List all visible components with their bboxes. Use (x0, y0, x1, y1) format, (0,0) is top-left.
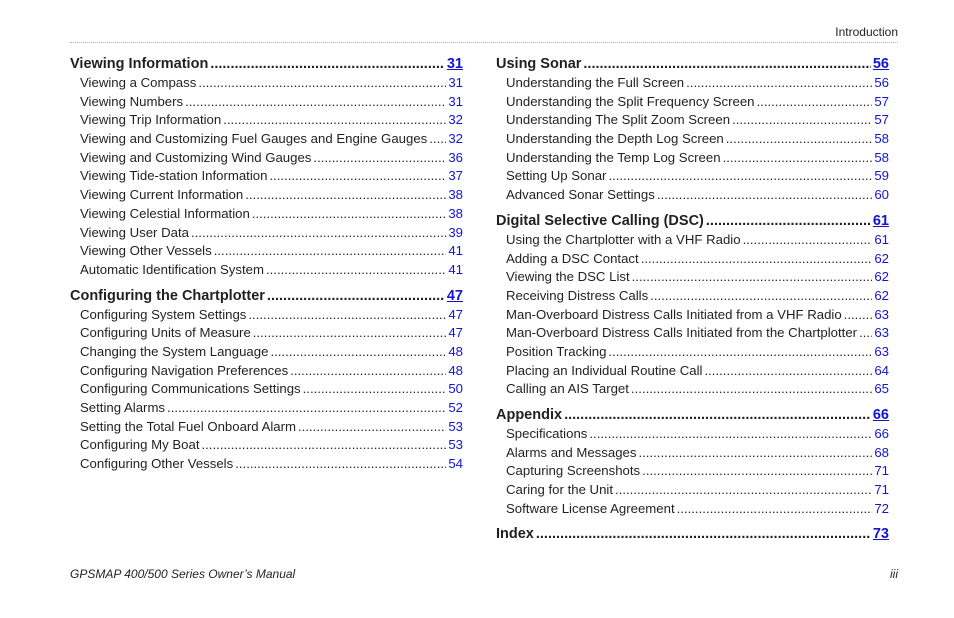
toc-entry-page-link[interactable]: 53 (448, 437, 463, 453)
dot-leader (608, 343, 872, 362)
dot-leader (210, 54, 445, 74)
toc-entry-title: Viewing and Customizing Fuel Gauges and Engine Gauges (80, 131, 428, 147)
toc-entry-title: Automatic Identification System (80, 261, 264, 277)
toc-entry[interactable] (496, 231, 889, 250)
toc-entry-page-link[interactable]: 36 (448, 149, 463, 165)
dot-leader (536, 524, 871, 544)
toc-entry-page-link[interactable]: 58 (874, 131, 889, 147)
toc-entry[interactable] (70, 306, 463, 325)
toc-entry-page-link[interactable]: 65 (874, 381, 889, 397)
dot-leader (267, 286, 445, 306)
toc-section-heading-title: Viewing Information (70, 56, 209, 72)
toc-entry-page-link[interactable]: 38 (448, 187, 463, 203)
toc-entry-title: Using the Chartplotter with a VHF Radio (506, 231, 741, 247)
toc-entry-title: Setting Up Sonar (506, 168, 607, 184)
toc-section-heading-page-link[interactable]: 56 (872, 56, 889, 72)
dot-leader (269, 167, 446, 186)
toc-entry-title: Placing an Individual Routine Call (506, 362, 703, 378)
dot-leader (253, 324, 447, 343)
dot-leader (743, 231, 873, 250)
dot-leader (608, 167, 872, 186)
toc-entry-page-link[interactable]: 41 (448, 261, 463, 277)
toc-entry-title: Position Tracking (506, 343, 607, 359)
toc-entry-title: Caring for the Unit (506, 482, 614, 498)
toc-entry[interactable] (496, 324, 889, 343)
toc-entry-page-link[interactable]: 57 (874, 112, 889, 128)
toc-entry-page-link[interactable]: 56 (874, 75, 889, 90)
toc-entry-title: Software License Agreement (506, 500, 675, 516)
toc-entry[interactable] (496, 287, 889, 306)
toc-section-heading-title: Index (496, 526, 534, 543)
toc-entry-title: Viewing Other Vessels (80, 243, 212, 259)
toc-entry[interactable] (496, 425, 889, 444)
dot-leader (167, 399, 446, 418)
toc-entry-page-link[interactable]: 60 (874, 187, 889, 203)
toc-section-heading-title: Appendix (496, 407, 563, 423)
dot-leader (706, 211, 871, 231)
toc-section (496, 524, 889, 544)
toc-entry-page-link[interactable]: 68 (874, 444, 889, 460)
toc-entry-title: Configuring Navigation Preferences (80, 362, 289, 378)
dot-leader (704, 362, 872, 381)
toc-entry-title: Configuring Units of Measure (80, 325, 251, 341)
header-divider (70, 42, 898, 43)
toc-entry[interactable] (70, 436, 463, 455)
dot-leader (248, 306, 446, 325)
dot-leader (677, 500, 873, 519)
toc-entry-page-link[interactable]: 39 (448, 224, 463, 240)
toc-entry-page-link[interactable]: 64 (874, 362, 889, 378)
toc-entry[interactable] (70, 130, 463, 149)
footer-page-number: iii (890, 567, 898, 581)
toc-entry[interactable] (70, 399, 463, 418)
toc-entry[interactable] (496, 268, 889, 287)
toc-entry[interactable] (70, 111, 463, 130)
toc-section-heading-page-link[interactable]: 66 (872, 407, 889, 423)
toc-entry-title: Viewing Tide-station Information (80, 168, 268, 184)
toc-entry[interactable] (70, 93, 463, 112)
toc-section (70, 286, 463, 474)
dot-leader (201, 436, 446, 455)
toc-entry[interactable] (496, 500, 889, 519)
toc-entry[interactable] (496, 186, 889, 205)
toc-entry-page-link[interactable]: 62 (874, 250, 889, 266)
toc-entry-title: Understanding the Depth Log Screen (506, 131, 724, 147)
toc-entry[interactable] (70, 224, 463, 243)
toc-section-heading[interactable] (496, 211, 889, 231)
toc-entry-title: Man-Overboard Distress Calls Initiated from the Chartplotter (506, 325, 858, 341)
dot-leader (429, 130, 446, 149)
toc-entry[interactable] (70, 380, 463, 399)
page-header-label: Introduction (835, 25, 898, 39)
toc-entry[interactable] (496, 462, 889, 481)
toc-entry-title: Viewing the DSC List (506, 269, 630, 285)
dot-leader (245, 186, 446, 205)
toc-right-column (496, 54, 889, 550)
dot-leader (298, 418, 446, 437)
toc-entry-title: Changing the System Language (80, 343, 269, 359)
toc-entry-title: Understanding the Temp Log Screen (506, 149, 721, 165)
toc-section (496, 54, 889, 205)
dot-leader (732, 111, 872, 130)
toc-entry-title: Viewing a Compass (80, 75, 197, 90)
dot-leader (686, 74, 872, 93)
toc-entry-page-link[interactable]: 61 (874, 231, 889, 247)
toc-entry-page-link[interactable]: 57 (874, 93, 889, 109)
toc-entry-page-link[interactable]: 48 (448, 362, 463, 378)
toc-entry[interactable] (496, 93, 889, 112)
toc-entry-page-link[interactable]: 47 (448, 306, 463, 322)
dot-leader (844, 306, 873, 325)
toc-entry[interactable] (496, 250, 889, 269)
toc-section-heading-title: Using Sonar (496, 56, 582, 72)
toc-left-column (70, 54, 463, 480)
toc-entry-page-link[interactable]: 63 (874, 306, 889, 322)
dot-leader (252, 205, 447, 224)
toc-entry[interactable] (70, 149, 463, 168)
toc-entry-title: Calling an AIS Target (506, 381, 629, 397)
toc-entry-title: Understanding the Full Screen (506, 75, 685, 90)
toc-entry-page-link[interactable]: 38 (448, 205, 463, 221)
toc-entry-page-link[interactable]: 32 (448, 131, 463, 147)
dot-leader (290, 362, 446, 381)
dot-leader (632, 268, 873, 287)
toc-entry[interactable] (70, 167, 463, 186)
toc-entry-title: Understanding the Split Frequency Screen (506, 93, 755, 109)
toc-section-heading-page-link[interactable]: 73 (872, 526, 889, 543)
toc-entry-title: Viewing Trip Information (80, 112, 222, 128)
toc-entry[interactable] (70, 205, 463, 224)
dot-leader (615, 481, 872, 500)
dot-leader (313, 149, 446, 168)
dot-leader (757, 93, 873, 112)
toc-entry-title: Understanding The Split Zoom Screen (506, 112, 731, 128)
toc-entry-title: Viewing Current Information (80, 187, 244, 203)
toc-entry[interactable] (70, 324, 463, 343)
toc-entry[interactable] (70, 74, 463, 93)
toc-entry-title: Man-Overboard Distress Calls Initiated from a VHF Radio (506, 306, 842, 322)
dot-leader (657, 186, 873, 205)
toc-entry-title: Adding a DSC Contact (506, 250, 639, 266)
toc-entry[interactable] (496, 362, 889, 381)
toc-entry[interactable] (70, 242, 463, 261)
toc-entry-page-link[interactable]: 72 (874, 500, 889, 516)
toc-entry-title: Configuring Communications Settings (80, 381, 301, 397)
toc-entry-page-link[interactable]: 31 (448, 93, 463, 109)
dot-leader (185, 93, 446, 112)
toc-entry[interactable] (70, 455, 463, 474)
toc-entry-title: Receiving Distress Calls (506, 287, 649, 303)
toc-entry[interactable] (496, 343, 889, 362)
toc-section-heading[interactable] (496, 524, 889, 544)
toc-entry-title: Advanced Sonar Settings (506, 187, 655, 203)
toc-section-heading-page-link[interactable]: 31 (446, 56, 463, 72)
toc-entry-page-link[interactable]: 32 (448, 112, 463, 128)
toc-entry[interactable] (496, 444, 889, 463)
toc-entry-page-link[interactable]: 47 (448, 325, 463, 341)
toc-entry-page-link[interactable]: 52 (448, 400, 463, 415)
dot-leader (270, 343, 446, 362)
toc-entry-title: Setting Alarms (80, 400, 166, 415)
toc-section (496, 211, 889, 399)
toc-entry-title: Viewing Numbers (80, 93, 184, 109)
toc-entry-page-link[interactable]: 53 (448, 418, 463, 434)
toc-entry-page-link[interactable]: 66 (874, 426, 889, 441)
toc-entry[interactable] (496, 130, 889, 149)
dot-leader (191, 224, 446, 243)
toc-entry[interactable] (70, 261, 463, 280)
toc-entry[interactable] (70, 362, 463, 381)
toc-entry[interactable] (496, 481, 889, 500)
toc-section (496, 405, 889, 518)
toc-entry-page-link[interactable]: 62 (874, 287, 889, 303)
dot-leader (235, 455, 446, 474)
toc-entry-page-link[interactable]: 31 (448, 75, 463, 90)
toc-entry-title: Alarms and Messages (506, 444, 637, 460)
toc-entry-page-link[interactable]: 58 (874, 149, 889, 165)
toc-entry[interactable] (70, 343, 463, 362)
toc-section-heading-page-link[interactable]: 47 (446, 287, 463, 304)
dot-leader (583, 54, 870, 74)
dot-leader (266, 261, 446, 280)
toc-entry-page-link[interactable]: 41 (448, 243, 463, 259)
toc-entry-title: Setting the Total Fuel Onboard Alarm (80, 418, 297, 434)
dot-leader (223, 111, 446, 130)
dot-leader (642, 462, 872, 481)
toc-section-heading[interactable] (496, 405, 889, 425)
toc-section-heading-title: Configuring the Chartplotter (70, 287, 265, 304)
toc-entry-title: Configuring Other Vessels (80, 456, 234, 472)
dot-leader (638, 444, 872, 463)
dot-leader (564, 405, 871, 425)
dot-leader (859, 324, 872, 343)
toc-entry-page-link[interactable]: 71 (874, 482, 889, 498)
toc-entry[interactable] (496, 306, 889, 325)
toc-entry-page-link[interactable]: 37 (448, 168, 463, 184)
toc-entry[interactable] (496, 167, 889, 186)
dot-leader (214, 242, 447, 261)
dot-leader (631, 380, 872, 399)
toc-entry-page-link[interactable]: 63 (874, 325, 889, 341)
footer-manual-title: GPSMAP 400/500 Series Owner’s Manual (70, 567, 296, 581)
dot-leader (303, 380, 447, 399)
dot-leader (650, 287, 872, 306)
toc-section-heading[interactable] (496, 54, 889, 74)
dot-leader (723, 149, 873, 168)
toc-entry[interactable] (70, 418, 463, 437)
toc-entry-page-link[interactable]: 50 (448, 381, 463, 397)
toc-section-heading[interactable] (70, 54, 463, 74)
toc-entry[interactable] (496, 149, 889, 168)
toc-entry-title: Configuring My Boat (80, 437, 200, 453)
dot-leader (198, 74, 446, 93)
toc-section (70, 54, 463, 280)
toc-entry[interactable] (496, 111, 889, 130)
toc-entry-title: Viewing User Data (80, 224, 189, 240)
toc-entry-title: Configuring System Settings (80, 306, 247, 322)
dot-leader (589, 425, 872, 444)
toc-section-heading-page-link[interactable]: 61 (872, 212, 889, 229)
toc-entry[interactable] (70, 186, 463, 205)
toc-entry-page-link[interactable]: 48 (448, 343, 463, 359)
toc-entry-page-link[interactable]: 63 (874, 343, 889, 359)
toc-section-heading[interactable] (70, 286, 463, 306)
toc-entry-page-link[interactable]: 59 (874, 168, 889, 184)
toc-section-heading-title: Digital Selective Calling (DSC) (496, 212, 704, 229)
toc-entry-title: Capturing Screenshots (506, 463, 641, 479)
toc-entry-title: Viewing and Customizing Wind Gauges (80, 149, 312, 165)
toc-entry-page-link[interactable]: 71 (874, 463, 889, 479)
toc-entry[interactable] (496, 74, 889, 93)
toc-entry-title: Viewing Celestial Information (80, 205, 250, 221)
toc-entry[interactable] (496, 380, 889, 399)
toc-entry-title: Specifications (506, 426, 588, 441)
dot-leader (641, 250, 873, 269)
dot-leader (726, 130, 873, 149)
toc-entry-page-link[interactable]: 54 (448, 456, 463, 472)
toc-entry-page-link[interactable]: 62 (874, 269, 889, 285)
